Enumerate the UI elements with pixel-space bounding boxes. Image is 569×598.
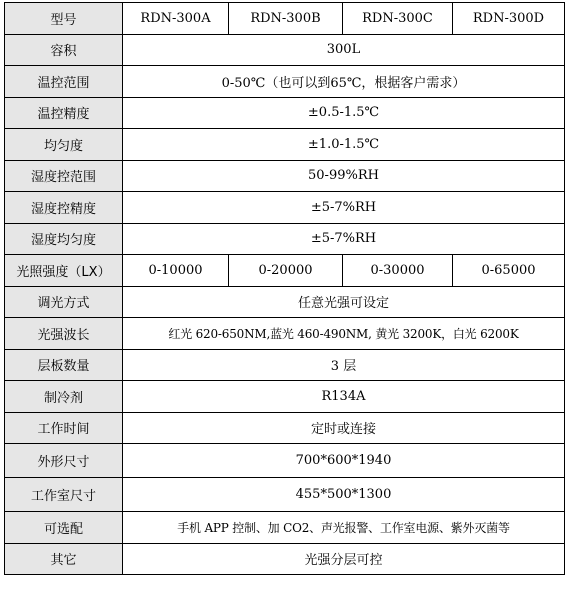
header-row <box>5 3 565 35</box>
table-row <box>5 66 565 98</box>
row-value: 0-50℃（也可以到65℃，根据客户需求） <box>123 66 565 98</box>
table-row <box>5 318 565 350</box>
row-label: 工作室尺寸 <box>5 478 123 512</box>
row-label: 温控精度 <box>5 97 123 129</box>
row-label: 其它 <box>5 543 123 575</box>
illumination-value-a: 0-10000 <box>123 255 229 287</box>
illumination-label: 光照强度（LX） <box>5 255 123 287</box>
model-a: RDN-300A <box>123 3 229 35</box>
table-row <box>5 444 565 478</box>
table-row <box>5 349 565 381</box>
row-value: 300L <box>123 34 565 66</box>
row-label: 制冷剂 <box>5 381 123 413</box>
illumination-value-b: 0-20000 <box>229 255 343 287</box>
row-value: 定时或连接 <box>123 412 565 444</box>
row-label: 外形尺寸 <box>5 444 123 478</box>
row-value: 455*500*1300 <box>123 478 565 512</box>
row-value: ±1.0-1.5℃ <box>123 129 565 161</box>
row-value: 手机 APP 控制、加 CO2、声光报警、工作室电源、紫外灭菌等 <box>123 512 565 544</box>
row-label: 均匀度 <box>5 129 123 161</box>
model-c: RDN-300C <box>343 3 453 35</box>
illumination-value-d: 0-65000 <box>453 255 565 287</box>
table-row <box>5 160 565 192</box>
model-d: RDN-300D <box>453 3 565 35</box>
row-value: ±0.5-1.5℃ <box>123 97 565 129</box>
row-label: 湿度控精度 <box>5 192 123 224</box>
model-b: RDN-300B <box>229 3 343 35</box>
row-value: R134A <box>123 381 565 413</box>
row-value: ±5-7%RH <box>123 192 565 224</box>
table-row <box>5 412 565 444</box>
row-value: 3 层 <box>123 349 565 381</box>
table-row <box>5 381 565 413</box>
row-value: ±5-7%RH <box>123 223 565 255</box>
table-row <box>5 34 565 66</box>
table-row <box>5 129 565 161</box>
row-label: 容积 <box>5 34 123 66</box>
table-row <box>5 478 565 512</box>
model-label: 型号 <box>5 3 123 35</box>
spec-table <box>4 2 565 575</box>
row-label: 湿度控范围 <box>5 160 123 192</box>
table-row <box>5 543 565 575</box>
illumination-row <box>5 255 565 287</box>
illumination-value-c: 0-30000 <box>343 255 453 287</box>
row-label: 调光方式 <box>5 286 123 318</box>
row-label: 温控范围 <box>5 66 123 98</box>
row-value: 700*600*1940 <box>123 444 565 478</box>
table-row <box>5 512 565 544</box>
row-label: 工作时间 <box>5 412 123 444</box>
row-label: 层板数量 <box>5 349 123 381</box>
row-label: 湿度均匀度 <box>5 223 123 255</box>
row-value: 光强分层可控 <box>123 543 565 575</box>
table-row <box>5 97 565 129</box>
row-label: 光强波长 <box>5 318 123 350</box>
table-row <box>5 223 565 255</box>
row-label: 可选配 <box>5 512 123 544</box>
table-row <box>5 286 565 318</box>
row-value: 红光 620-650NM,蓝光 460-490NM, 黄光 3200K，白光 6200K <box>123 318 565 350</box>
row-value: 任意光强可设定 <box>123 286 565 318</box>
table-row <box>5 192 565 224</box>
row-value: 50-99%RH <box>123 160 565 192</box>
